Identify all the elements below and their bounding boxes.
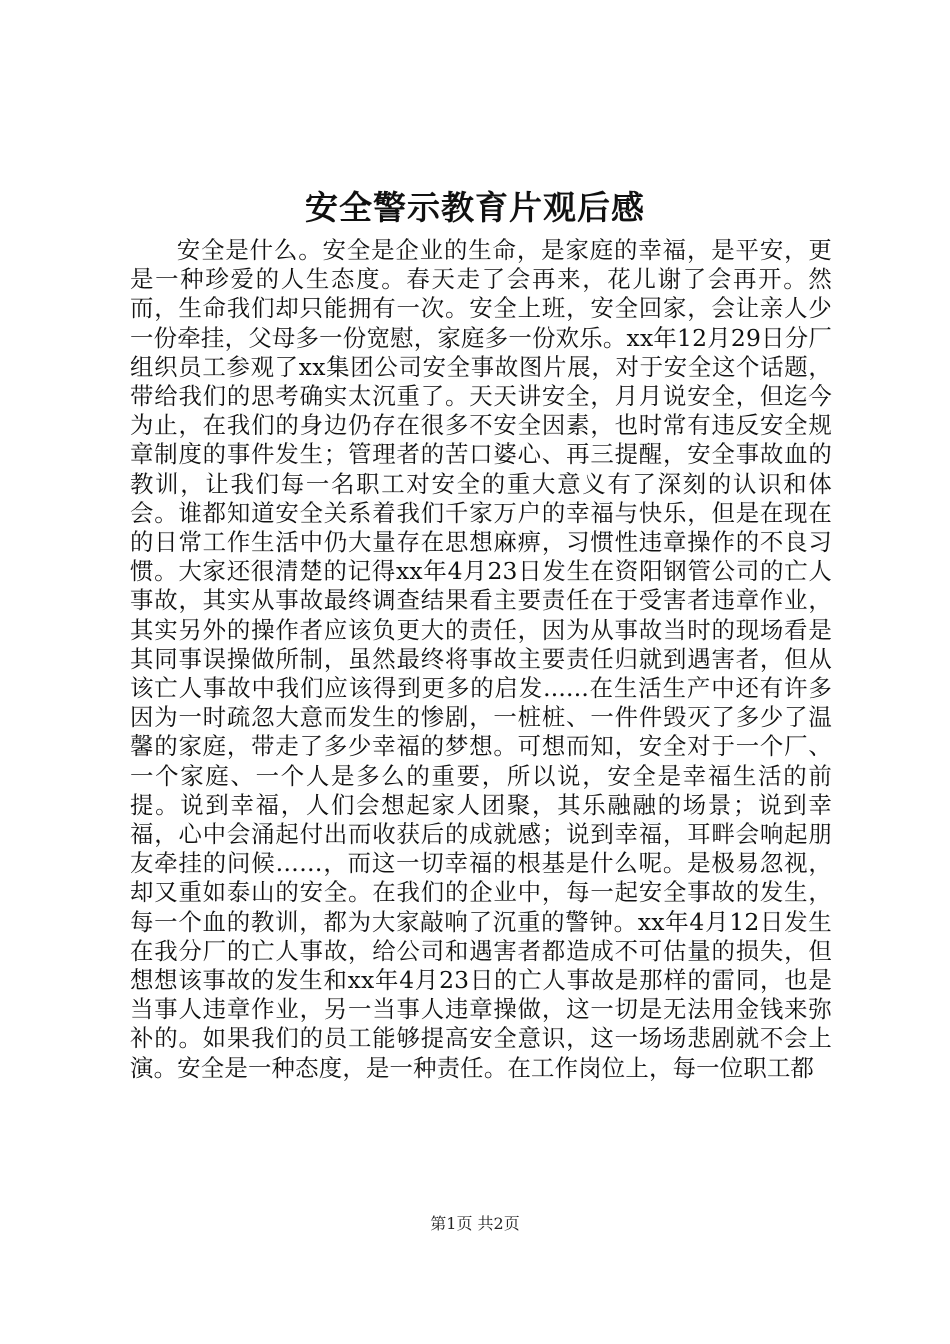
body-paragraph: 安全是什么。安全是企业的生命，是家庭的幸福，是平安，更是一种珍爱的人生态度。春天走了会再来，花儿谢了会再开。然而，生命我们却只能拥有一次。安全上班，安全回家，会让亲人少一份牵挂，父母多一份宽慰，家庭多一份欢乐。xx年12月29日分厂组织员工参观了xx集团公司安全事故图片展，对于安全这个话题，带给我们的思考确实太沉重了。天天讲安全，月月说安全，但迄今为止，在我们的身边仍存在很多不安全因素，也时常有违反安全规章制度的事件发生；管理者的苦口婆心、再三提醒，安全事故血的教训，让我们每一名职工对安全的重大意义有了深刻的认识和体会。谁都知道安全关系着我们千家万户的幸福与快乐，但是在现在的日常工作生活中仍大量存在思想麻痹，习惯性违章操作的不良习惯。大家还很清楚的记得xx年4月23日发生在资阳钢管公司的亡人事故，其实从事故最终调查结果看主要责任在于受害者违章作业，其实另外的操作者应该负更大的责任，因为从事故当时的现场看是其同事误操做所制，虽然最终将事故主要责任归就到遇害者，但从该亡人事故中我们应该得到更多的启发......在生活生产中还有许多因为一时疏忽大意而发生的惨剧，一桩桩、一件件毁灭了多少了温馨的家庭，带走了多少幸福的梦想。可想而知，安全对于一个厂、一个家庭、一个人是多么的重要，所以说，安全是幸福生活的前提。说到幸福，人们会想起家人团聚，其乐融融的场景；说到幸福，心中会涌起付出而收获后的成就感；说到幸福，耳畔会响起朋友牵挂的问候……，而这一切幸福的根基是什么呢。是极易忽视，却又重如泰山的安全。在我们的企业中，每一起安全事故的发生，每一个血的教训，都为大家敲响了沉重的警钟。xx年4月12日发生在我分厂的亡人事故，给公司和遇害者都造成不可估量的损失，但想想该事故的发生和xx年4月23日的亡人事故是那样的雷同，也是当事人违章作业，另一当事人违章操做，这一切是无法用金钱来弥补的。如果我们的员工能够提高安全意识，这一场场悲剧就不会上演。安全是一种态度，是一种责任。在工作岗位上，每一位职工都 [130, 236, 832, 1082]
page-title: 安全警示教育片观后感 [305, 188, 645, 227]
page-number: 第1页 共2页 [430, 1214, 520, 1233]
